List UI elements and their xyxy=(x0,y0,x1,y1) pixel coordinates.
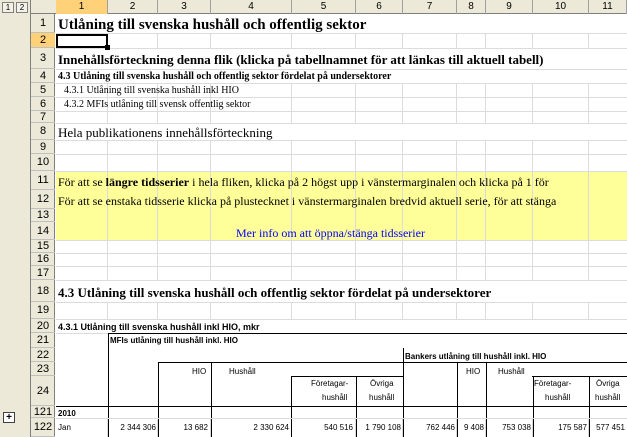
toc-link-4-3[interactable]: 4.3 Utlåning till svenska hushåll och offentlig sektor fördelat på undersektorer xyxy=(58,71,392,82)
row-header-20[interactable]: 20 xyxy=(31,319,55,333)
column-header-10[interactable]: 10 xyxy=(533,0,589,14)
value-mfi-ovriga: 1 790 108 xyxy=(365,423,401,432)
row-header-18[interactable]: 18 xyxy=(31,280,55,302)
section-title-4-3: 4.3 Utlåning till svenska hushåll och offentlig sektor fördelat på undersektorer xyxy=(58,285,492,300)
column-header-2[interactable]: 2 xyxy=(108,0,158,14)
row-header-column xyxy=(31,14,55,437)
outline-level-2-button[interactable]: 2 xyxy=(16,2,28,13)
row-header-16[interactable]: 16 xyxy=(31,253,55,266)
row-header-2[interactable]: 2 xyxy=(31,33,55,48)
more-info-link[interactable]: Mer info om att öppna/stänga tidsserier xyxy=(236,226,425,240)
toc-link-4-3-1[interactable]: 4.3.1 Utlåning till svenska hushåll inkl HIO xyxy=(64,85,239,96)
col-foretagar-bank-2: hushåll xyxy=(545,393,571,402)
column-header-9[interactable]: 9 xyxy=(486,0,533,14)
row-header-4[interactable]: 4 xyxy=(31,69,55,83)
row-header-19[interactable]: 19 xyxy=(31,302,55,319)
info-text-long-series-bold: längre tidsserier xyxy=(105,175,190,189)
value-bank-total: 762 446 xyxy=(426,423,455,432)
info-text-single-series: För att se enstaka tidsserie klicka på plustecknet i vänstermarginalen bredvid aktuell serie, för att stänga xyxy=(58,194,557,208)
column-header-5[interactable]: 5 xyxy=(292,0,356,14)
row-header-17[interactable]: 17 xyxy=(31,266,55,280)
column-header-4[interactable]: 4 xyxy=(211,0,292,14)
info-text-long-series xyxy=(58,175,549,190)
row-header-10[interactable]: 10 xyxy=(31,154,55,171)
row-header-21[interactable]: 21 xyxy=(31,333,55,348)
col-foretagar-mfi-1: Företagar- xyxy=(311,379,349,388)
toc-heading: Innehållsförteckning denna flik (klicka på tabellnamnet för att länkas till aktuell tabell) xyxy=(58,52,544,67)
outline-level-1-button[interactable]: 1 xyxy=(2,2,14,13)
value-bank-hio: 9 408 xyxy=(463,423,484,432)
column-header-7[interactable]: 7 xyxy=(403,0,457,14)
row-header-23[interactable]: 23 xyxy=(31,362,55,376)
column-header-1[interactable]: 1 xyxy=(56,0,108,14)
row-header-11[interactable]: 11 xyxy=(31,171,55,190)
col-hio-mfi: HIO xyxy=(192,367,207,376)
row-header-22[interactable]: 22 xyxy=(31,348,55,362)
info-text-long-series-pre: För att se xyxy=(58,175,106,189)
group-header-mfi: MFIs utlåning till hushåll inkl. HIO xyxy=(110,336,239,345)
info-text-long-series-post: i hela fliken, klicka på 2 högst upp i vänstermarginalen och klicka på 1 för xyxy=(189,175,549,189)
row-header-121[interactable]: 121 xyxy=(31,406,55,418)
value-mfi-hio: 13 682 xyxy=(183,423,208,432)
col-hushall-mfi: Hushåll xyxy=(229,367,256,376)
value-bank-hushall: 753 038 xyxy=(502,423,531,432)
col-hushall-bank: Hushåll xyxy=(498,367,525,376)
column-header-row xyxy=(31,0,627,14)
value-mfi-total: 2 344 306 xyxy=(120,423,156,432)
table-title-4-3-1: 4.3.1 Utlåning till svenska hushåll inkl HIO, mkr xyxy=(58,322,260,332)
col-hio-bank: HIO xyxy=(466,367,481,376)
col-foretagar-bank-1: Företagar- xyxy=(534,379,572,388)
publication-toc-link[interactable]: Hela publikationens innehållsförteckning xyxy=(58,125,273,140)
row-header-13[interactable]: 13 xyxy=(31,209,55,222)
col-ovriga-mfi-1: Övriga xyxy=(370,379,394,388)
row-header-9[interactable]: 9 xyxy=(31,140,55,154)
column-header-11[interactable]: 11 xyxy=(589,0,627,14)
value-bank-ovriga: 577 451 xyxy=(596,423,625,432)
col-ovriga-mfi-2: hushåll xyxy=(369,393,395,402)
row-header-14[interactable]: 14 xyxy=(31,222,55,240)
column-header-8[interactable]: 8 xyxy=(457,0,486,14)
toc-link-4-3-2[interactable]: 4.3.2 MFIs utlåning till svensk offentlig sektor xyxy=(64,99,251,110)
row-header-12[interactable]: 12 xyxy=(31,190,55,209)
row-header-15[interactable]: 15 xyxy=(31,240,55,253)
column-header-6[interactable]: 6 xyxy=(356,0,403,14)
row-header-7[interactable]: 7 xyxy=(31,111,55,123)
sheet-title: Utlåning till svenska hushåll och offentlig sektor xyxy=(58,17,367,33)
row-header-8[interactable]: 8 xyxy=(31,123,55,140)
col-ovriga-bank-2: hushåll xyxy=(595,393,621,402)
value-bank-foretagar: 175 587 xyxy=(558,423,587,432)
col-ovriga-bank-1: Övriga xyxy=(596,379,620,388)
row-header-122[interactable]: 122 xyxy=(31,418,55,437)
year-label: 2010 xyxy=(58,409,76,418)
row-header-5[interactable]: 5 xyxy=(31,83,55,97)
row-header-24[interactable]: 24 xyxy=(31,376,55,406)
group-header-banks: Bankers utlåning till hushåll inkl. HIO xyxy=(405,352,547,361)
column-header-3[interactable]: 3 xyxy=(158,0,211,14)
month-label: Jan xyxy=(58,423,71,432)
row-header-1[interactable]: 1 xyxy=(31,14,55,33)
row-header-6[interactable]: 6 xyxy=(31,97,55,111)
value-mfi-foretagar: 540 516 xyxy=(324,423,353,432)
value-mfi-hushall: 2 330 624 xyxy=(253,423,289,432)
active-cell-selection[interactable] xyxy=(56,34,108,48)
row-header-3[interactable]: 3 xyxy=(31,48,55,69)
worksheet-grid[interactable] xyxy=(56,15,627,437)
outline-margin xyxy=(0,0,31,437)
col-foretagar-mfi-2: hushåll xyxy=(322,393,348,402)
expand-group-button[interactable]: + xyxy=(3,412,15,423)
